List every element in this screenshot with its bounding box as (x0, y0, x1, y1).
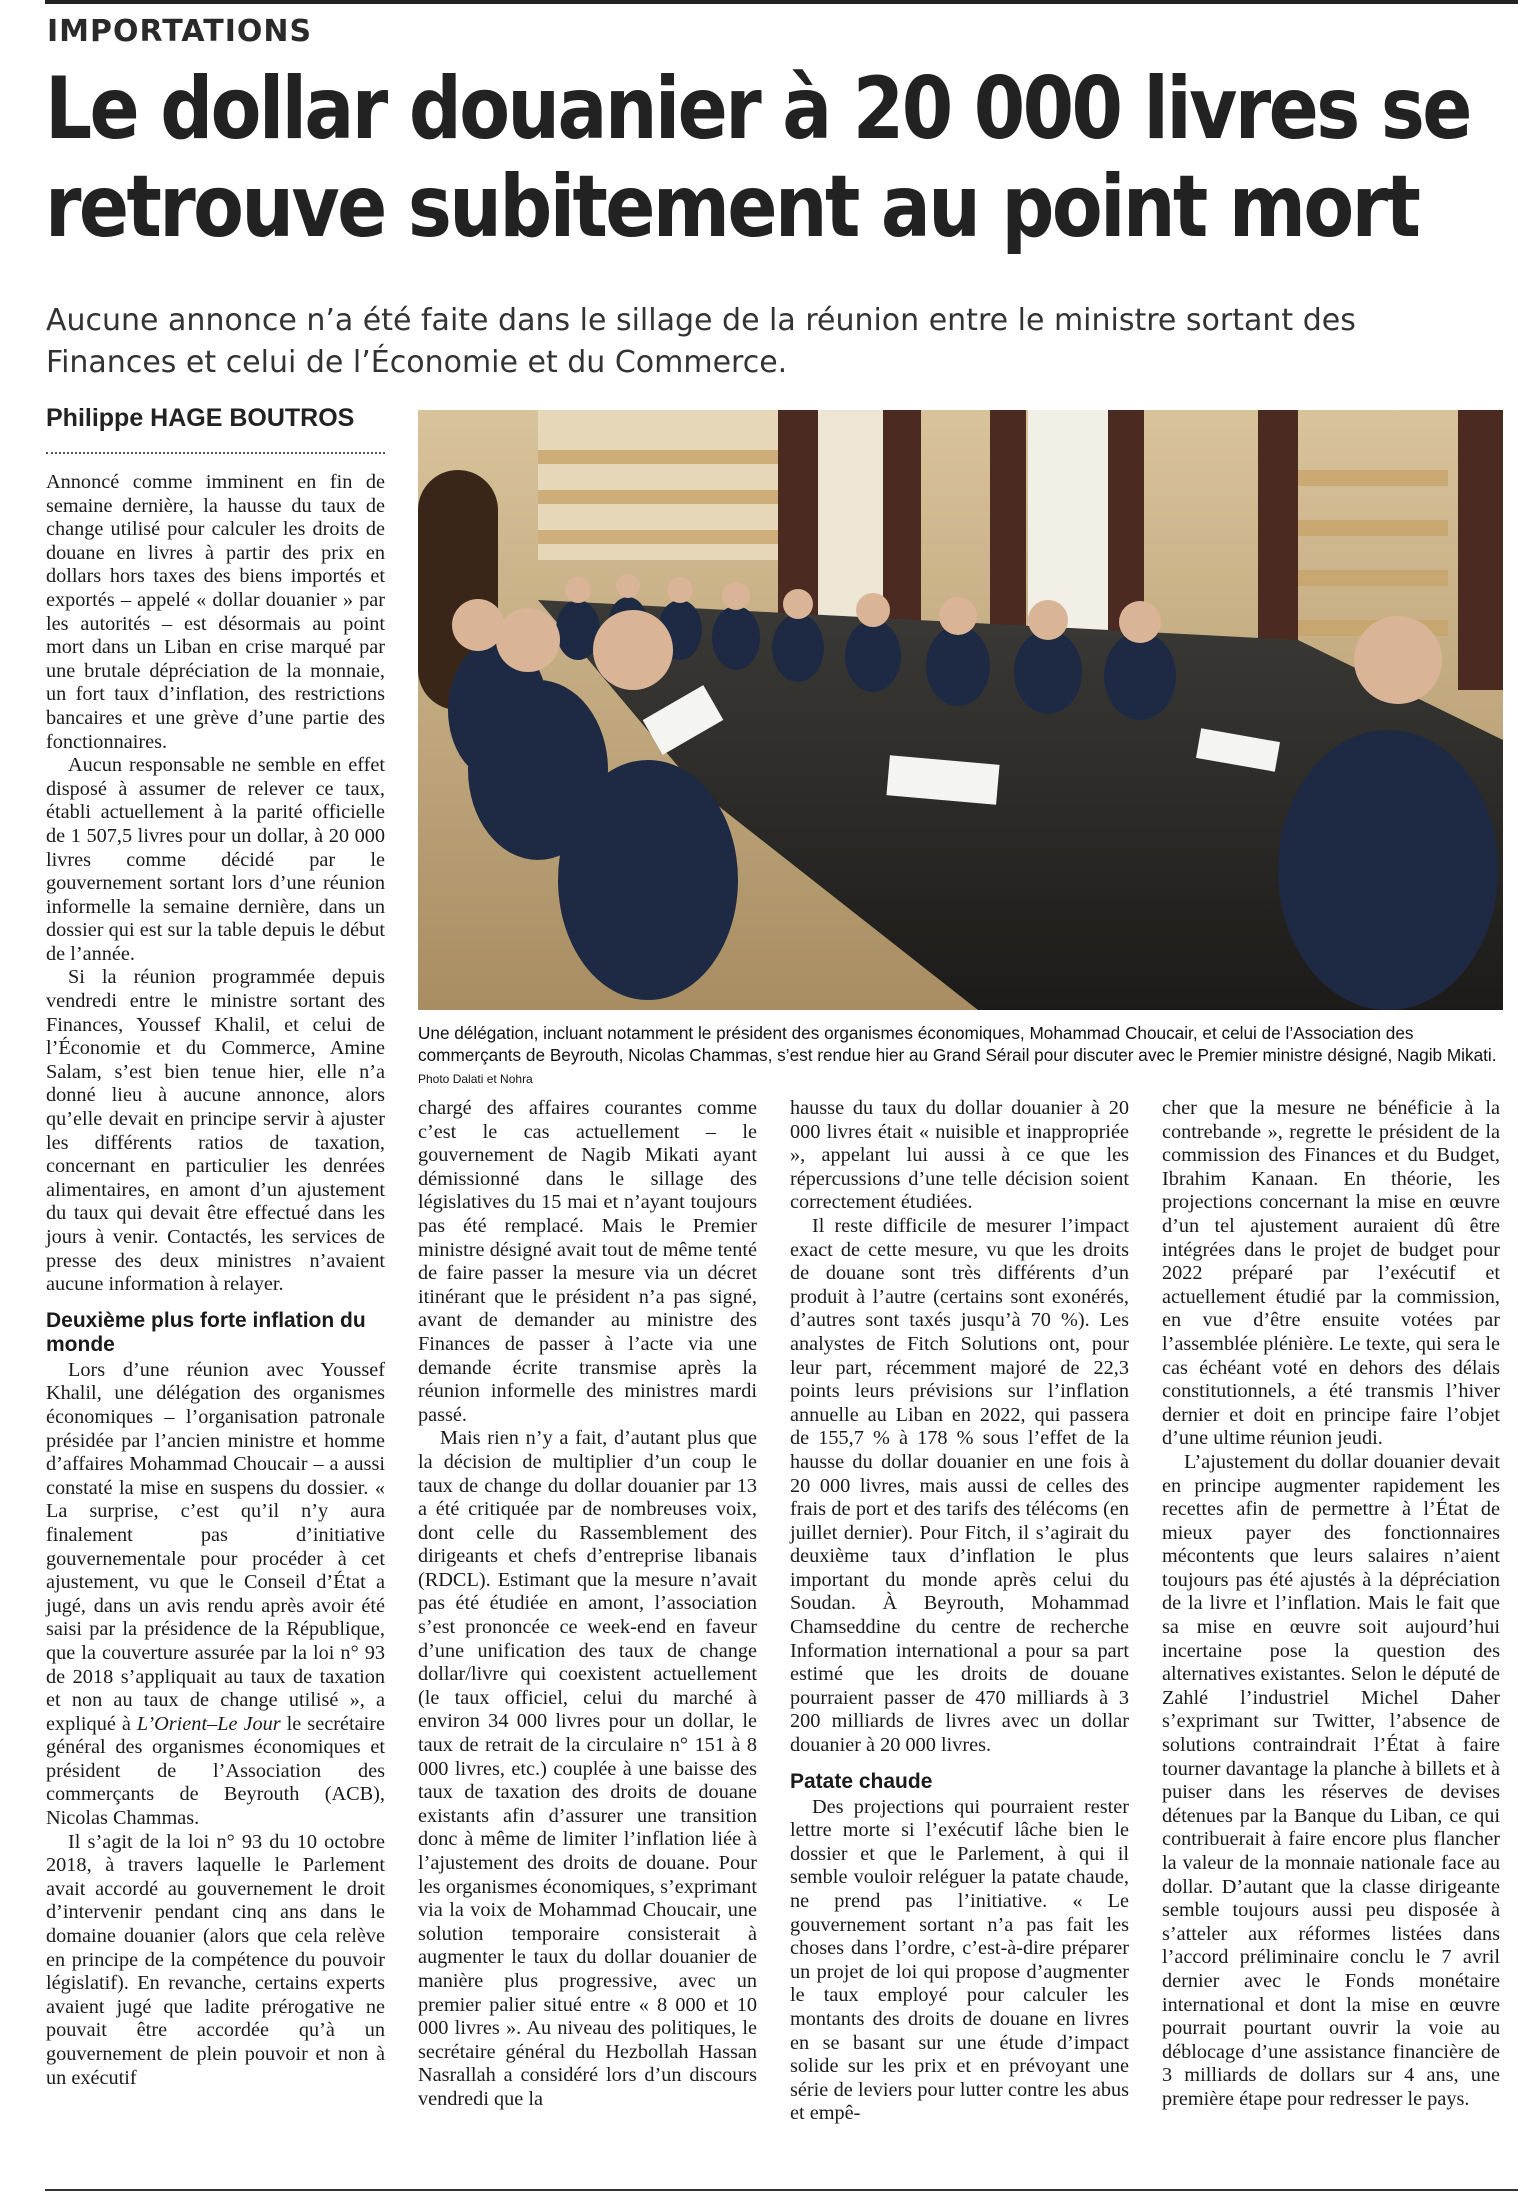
paragraph: Lors d’une réunion avec Youssef Khalil, une délégation des organismes économiques – l’organisation patronale présidée par l’ancien ministre et homme d’affaires Mohammad Choucair – a aussi constaté la mise en suspens du dossier. « La surprise, c’est qu’il n’y aura finalement pas d’initiative gouvernementale pour procéder à cet ajustement, vu que le Conseil d’État a jugé, dans un avis rendu après avoir été saisi par la présidence de la République, que la couverture assurée par la loi n° 93 de 2018 s’appliquait au taux de taxation et non au taux de change utilisé », a expliqué à L’Orient–Le Jour le secrétaire général des organismes économiques et président de l’Association des commerçants de Beyrouth (ACB), Nicolas Chammas. (46, 1358, 385, 1830)
column-1 (46, 471, 385, 2090)
paragraph: Mais rien n’y a fait, d’autant plus que la décision de multiplier d’un coup le taux de change du dollar douanier par 13 a été critiquée par de nombreuses voix, dont celle du Rassemblement des dirigeants et chefs d’entreprise libanais (RDCL). Estimant que la mesure n’avait pas été étudiée en amont, l’association s’est prononcée ce week-end en faveur d’une unification des taux de change dollar/livre qui coexistent actuellement (le taux officiel, celui du marché à environ 34 000 livres pour un dollar, le taux de retrait de la circulaire n° 151 à 8 000 livres, etc.) couplée à une baisse des taux de taxation des droits de douane existants afin d’assurer une transition donc à même de limiter l’inflation liée à l’ajustement des droits de douane. Pour les organismes économiques, s’exprimant via la voix de Mohammad Choucair, une solution temporaire consisterait à augmenter le taux du dollar douanier de manière plus progressive, avec un premier palier situé entre « 8 000 et 10 000 livres ». Au niveau des politiques, le secrétaire général du Hezbollah Hassan Nasrallah a considéré lors d’un discours vendredi que la (418, 1427, 757, 2110)
top-rule (45, 0, 1518, 4)
bottom-rule (45, 2189, 1518, 2191)
paragraph: Des projections qui pourraient rester lettre morte si l’exécutif lâche bien le dossier et que le Parlement, à qui il semble vouloir reléguer la patate chaude, ne prend pas l’initiative. « Le gouvernement sortant n’a pas fait les choses dans l’ordre, c’est-à-dire préparer un projet de loi qui propose d’augmenter le taux employé pour calculer les montants des droits de douane en livres en se basant sur une étude d’impact solide sur les prix et en prévoyant une série de leviers pour lutter contre les abus et empê- (790, 1795, 1129, 2125)
paragraph: Si la réunion programmée depuis vendredi entre le ministre sortant des Finances, Youssef Khalil, et celui de l’Économie et du Commerce, Amine Salam, s’est bien tenue hier, elle n’a donné lieu à aucune annonce, alors qu’elle devait en principe servir à ajuster les différents ratios de taxation, concernant en particulier les denrées alimentaires, en amont d’un ajustement du taux qui devait être effectué dans les jours à venir. Contactés, les services de presse des deux ministres n’avaient aucune information à relayer. (46, 966, 385, 1296)
publication-name: L’Orient–Le Jour (136, 1712, 281, 1735)
paragraph: chargé des affaires courantes comme c’est le cas actuellement – le gouvernement de Nagib Mikati ayant démissionné dans le sillage des législatives du 15 mai et n’ayant toujours pas été remplacé. Mais le Premier ministre désigné avait tout de même tenté de faire passer la mesure via un décret itinérant que le président n’a pas signé, avant de demander au ministre des Finances de passer à l’acte via une demande écrite transmise après la réunion informelle des ministres mardi passé. (418, 1097, 757, 1426)
headline (45, 59, 1470, 257)
section-kicker: IMPORTATIONS (47, 14, 313, 49)
byline-divider (46, 452, 385, 454)
paragraph: Il reste difficile de mesurer l’impact exact de cette mesure, vu que les droits de douane sont très différents d’un produit à l’autre (certains sont exonérés, d’autres sont taxés jusqu’à 70 %). Les analystes de Fitch Solutions ont, pour leur part, récemment majoré de 22,3 points leurs prévisions sur l’inflation annuelle au Liban en 2022, qui passera de 155,7 % à 178 % sous l’effet de la hausse du dollar douanier en une fois à 20 000 livres, mais aussi de celles des frais de port et des tarifs des télécoms (en juillet dernier). Pour Fitch, il s’agirait du deuxième taux d’inflation le plus important du monde après celui du Soudan. À Beyrouth, Mohammad Chamseddine du centre de recherche Information international a pour sa part estimé que les droits de douane pourraient passer de 470 milliards à 3 200 milliards de livres avec un dollar douanier à 20 000 livres. (790, 1214, 1129, 1757)
article-photo (418, 410, 1503, 1010)
subheading: Patate chaude (790, 1769, 933, 1793)
meeting-photo-illustration (418, 410, 1503, 1010)
byline: Philippe HAGE BOUTROS (46, 404, 355, 432)
paragraph: cher que la mesure ne bénéficie à la contrebande », regrette le président de la commission des Finances et du Budget, Ibrahim Kanaan. En théorie, les projections concernant la mise en œuvre d’un tel ajustement auraient dû être intégrées dans le projet de budget pour 2022 préparé par l’exécutif et actuellement étudié par la commission, en vue d’être ensuite votées par l’assemblée plénière. Le texte, qui sera le cas échéant voté en dehors des délais constitutionnels, a été transmis l’hiver dernier et doit en principe faire l’objet d’une ultime réunion jeudi. (1162, 1097, 1500, 1450)
column-2 (418, 1097, 757, 2112)
paragraph: Il s’agit de la loi n° 93 du 10 octobre 2018, à travers laquelle le Parlement avait accordé au gouvernement le droit d’intervenir pendant cinq ans dans le domaine douanier (alors que cela relève en principe de la compétence du pouvoir législatif). En revanche, certains experts avaient jugé que ladite prérogative ne pouvait être accordée qu’à un gouvernement de plein pouvoir et non à un exécutif (46, 1830, 385, 2089)
headline-line-1: Le dollar douanier à 20 000 livres se (45, 59, 1470, 159)
photo-caption: Une délégation, incluant notamment le président des organismes économiques, Mohammad Choucair, et celui de l’Association des commerçants de Beyrouth, Nicolas Chammas, s’est rendue hier au Grand Sérail pour discuter avec le Premier ministre désigné, Nagib Mikati. Photo Dalati et Nohra (418, 1023, 1497, 1086)
photo-credit: Photo Dalati et Nohra (418, 1072, 533, 1086)
headline-line-2: retrouve subitement au point mort (45, 157, 1419, 257)
paragraph: L’ajustement du dollar douanier devait en principe augmenter rapidement les recettes afin de permettre à l’État de mieux payer des fonctionnaires mécontents que leurs salaires n’aient toujours pas été ajustés à la dépréciation de la livre et l’inflation. Mais le fait que sa mise en œuvre soit aujourd’hui incertaine pose la question des alternatives existantes. Selon le député de Zahlé l’industriel Michel Daher s’exprimant sur Twitter, l’absence de solutions contraindrait l’État à faire tourner davantage la planche à billets et à puiser dans les réserves de devises détenues par la Banque du Liban, ce qui contribuerait à faire encore plus flancher la valeur de la monnaie nationale face au dollar. D’autant que la classe dirigeante semble toujours aussi peu disposée à s’atteler aux réformes listées dans l’accord préliminaire conclu le 7 avril dernier avec le Fonds monétaire international et dont la mise en œuvre pourrait pourtant ouvrir la voie au déblocage d’une assistance financière de 3 milliards de dollars sur 4 ans, une première étape pour redresser le pays. (1162, 1450, 1500, 2110)
column-4 (1162, 1097, 1500, 2112)
paragraph: Annoncé comme imminent en fin de semaine dernière, la hausse du taux de change utilisé pour calculer les droits de douane en livres à partir des prix en dollars hors taxes des biens importés et exportés – appelé « dollar douanier » par les autorités – est désormais au point mort dans un Liban en crise marqué par une brutale dépréciation de la monnaie, un fort taux d’inflation, des restrictions bancaires et une grève d’une partie des fonctionnaires. (46, 471, 385, 753)
column-3 (790, 1097, 1129, 2126)
paragraph: Aucun responsable ne semble en effet disposé à assumer de relever ce taux, établi actuellement à la parité officielle de 1 507,5 livres pour un dollar, à 20 000 livres comme décidé par le gouvernement sortant lors d’une réunion informelle la semaine dernière, dans un dossier qui est sur la table depuis le début de l’année. (46, 754, 385, 965)
subheading: Deuxième plus forte inflation du monde (46, 1308, 366, 1356)
paragraph: hausse du taux du dollar douanier à 20 000 livres était « nuisible et inappropriée », appelant lui aussi à ce que les répercussions d’une telle décision soient correctement étudiées. (790, 1097, 1129, 1214)
deck: Aucune annonce n’a été faite dans le sillage de la réunion entre le ministre sortant des Finances et celui de l’Économie et du Commerce. (46, 303, 1356, 380)
